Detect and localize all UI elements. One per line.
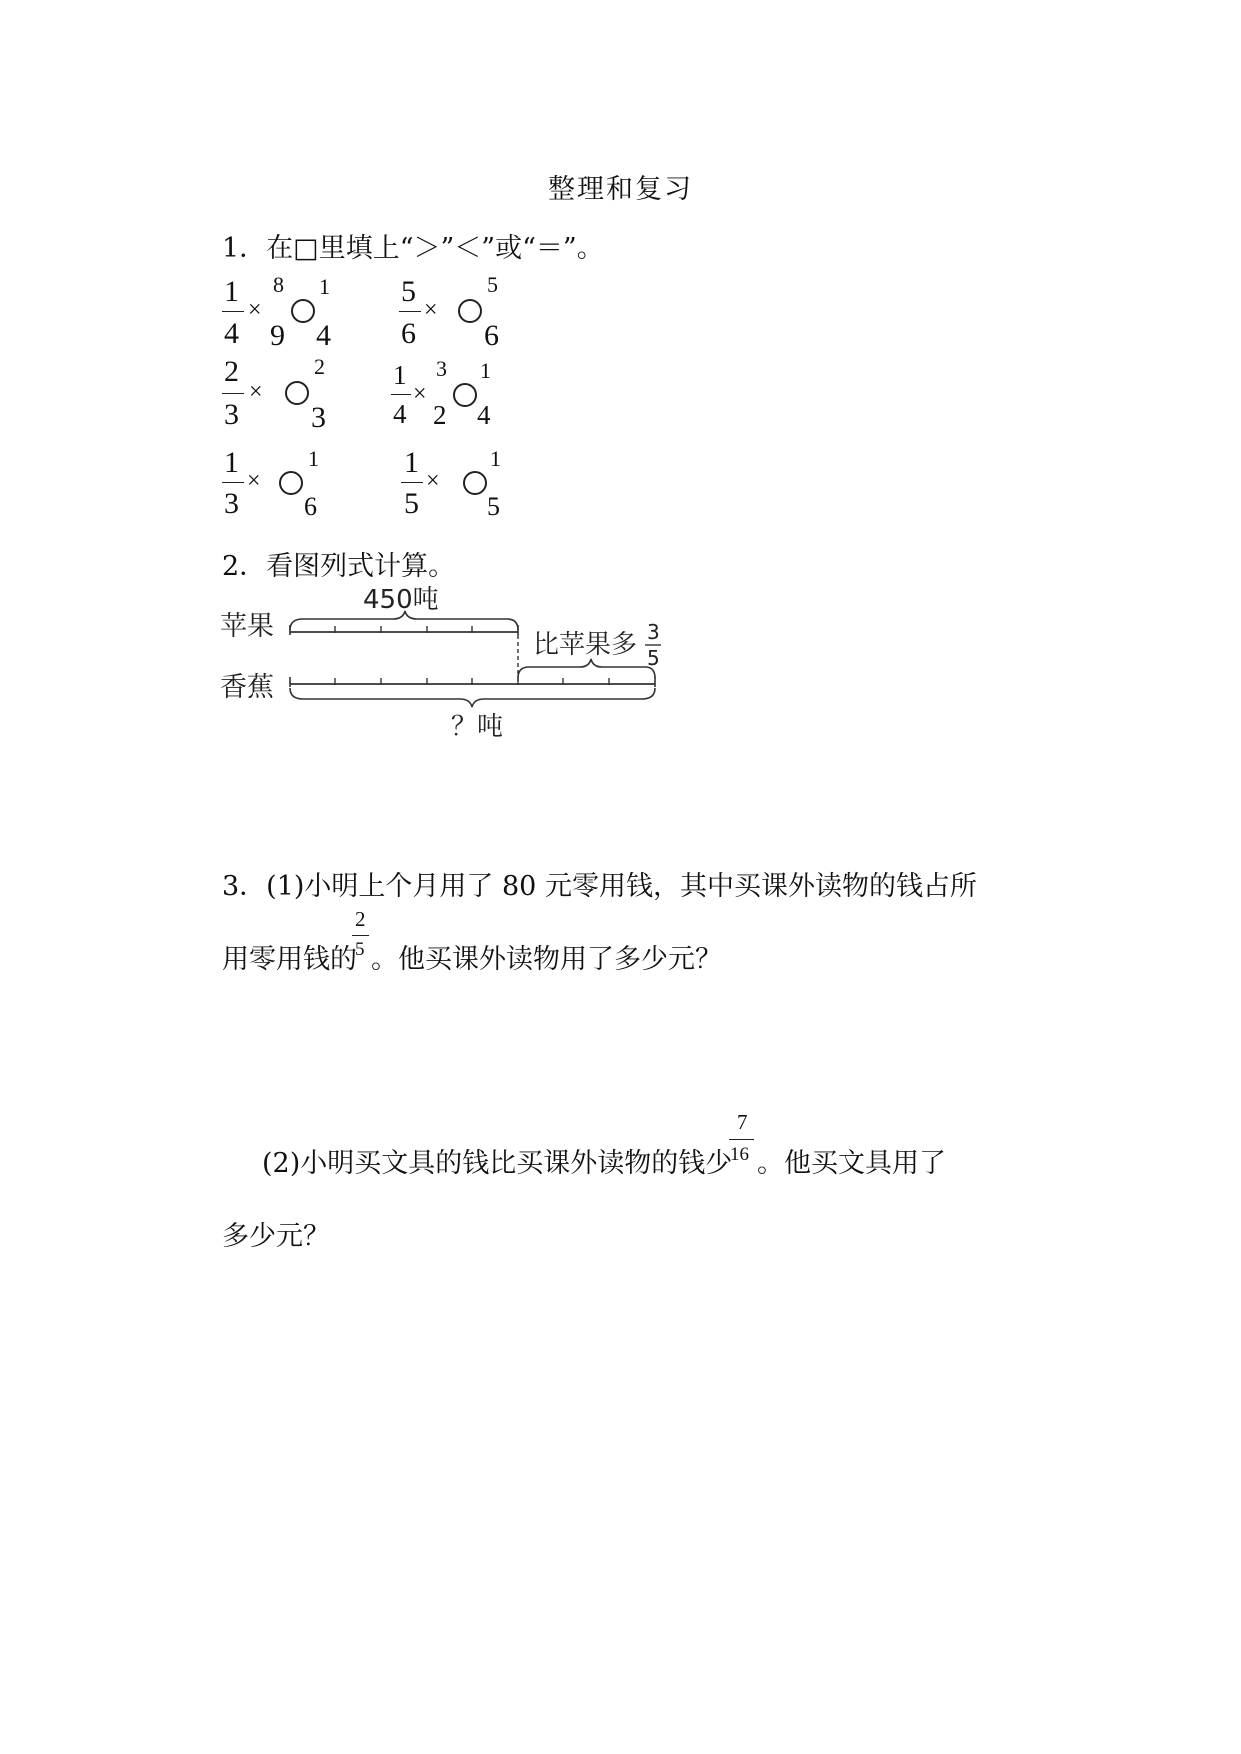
fraction-denominator: 4 (316, 319, 331, 352)
fraction-numerator: 3 (436, 356, 447, 381)
more-label: 比苹果多 (533, 630, 638, 660)
fraction-bar (399, 311, 421, 312)
more-fraction-numerator: 3 (647, 620, 660, 644)
fraction-numerator: 1 (319, 274, 330, 299)
q3-part1-line1: 3．(1)小明上个月用了 80 元零用钱，其中买课外读物的钱占所 (222, 871, 977, 902)
fraction-numerator: 1 (393, 360, 407, 390)
fraction-denominator: 4 (224, 317, 239, 350)
fraction-denominator: 3 (224, 398, 239, 431)
q3-part2-line2: 多少元？ (222, 1221, 330, 1252)
unknown-label: ？吨 (451, 712, 504, 740)
fraction-numerator: 1 (224, 446, 239, 479)
fraction-denominator: 2 (433, 400, 447, 430)
fraction-denominator: 4 (393, 399, 407, 429)
apple-label: 苹果 (220, 611, 274, 642)
fraction-denominator: 6 (304, 492, 317, 521)
q3-part2-fraction-denominator: 16 (730, 1144, 749, 1165)
fraction-numerator: 1 (224, 275, 239, 308)
fraction-bar (222, 311, 244, 312)
times-sign: × (426, 468, 440, 494)
answer-circle[interactable] (463, 471, 487, 495)
fraction-denominator: 5 (487, 492, 500, 521)
q3-part1-line2-end: 。他买课外读物用了多少元？ (371, 944, 722, 975)
times-sign: × (248, 297, 262, 323)
bar-model-diagram (215, 575, 735, 740)
fraction-bar (401, 482, 423, 483)
q3-part1-line2-start: 用零用钱的 (222, 944, 357, 975)
answer-circle[interactable] (458, 299, 482, 323)
answer-circle[interactable] (453, 383, 477, 407)
q3-part2-line1-start: (2)小明买文具的钱比买课外读物的钱少 (262, 1148, 733, 1179)
banana-label: 香蕉 (220, 672, 274, 703)
fraction-numerator: 2 (314, 354, 325, 379)
q1-prompt: 1．在□里填上“＞”＜”或“＝”。 (222, 233, 604, 264)
more-fraction-denominator: 5 (647, 646, 660, 670)
fraction-denominator: 5 (404, 487, 419, 520)
fraction-bar (391, 394, 411, 395)
q3-part2-fraction-bar (729, 1139, 754, 1140)
q3-part1-fraction-numerator: 2 (355, 907, 366, 931)
banana-brace (290, 688, 655, 707)
q3-part1-fraction-bar (352, 935, 369, 936)
answer-circle[interactable] (285, 381, 309, 405)
fraction-bar (222, 482, 244, 483)
fraction-numerator: 5 (487, 272, 498, 297)
fraction-numerator: 1 (480, 358, 491, 383)
q3-part2-line1-end: 。他买文具用了 (757, 1148, 946, 1179)
fraction-denominator: 3 (224, 487, 239, 520)
q3-part1-fraction-denominator: 5 (355, 939, 365, 960)
fraction-denominator: 3 (311, 401, 326, 434)
fraction-denominator: 4 (477, 400, 491, 430)
q2-prompt: 2．看图列式计算。 (222, 551, 456, 582)
fraction-denominator: 6 (484, 319, 499, 352)
answer-circle[interactable] (291, 299, 315, 323)
apple-amount-label: 450吨 (363, 585, 439, 615)
extra-brace-top (518, 659, 655, 678)
times-sign: × (413, 381, 427, 407)
fraction-bar (222, 393, 244, 394)
fraction-numerator: 2 (224, 355, 239, 388)
apple-bar (290, 625, 518, 635)
banana-bar (290, 677, 655, 687)
answer-circle[interactable] (279, 471, 303, 495)
q3-part2-fraction-numerator: 7 (737, 1110, 748, 1134)
fraction-numerator: 5 (401, 275, 416, 308)
fraction-denominator: 6 (401, 317, 416, 350)
times-sign: × (249, 379, 263, 405)
fraction-numerator: 8 (273, 272, 284, 297)
times-sign: × (424, 297, 438, 323)
fraction-numerator: 1 (308, 446, 319, 471)
fraction-numerator: 1 (490, 446, 501, 471)
times-sign: × (247, 468, 261, 494)
apple-brace (290, 611, 518, 630)
fraction-numerator: 1 (404, 446, 419, 479)
page-title: 整理和复习 (548, 174, 693, 205)
fraction-denominator: 9 (270, 319, 285, 352)
